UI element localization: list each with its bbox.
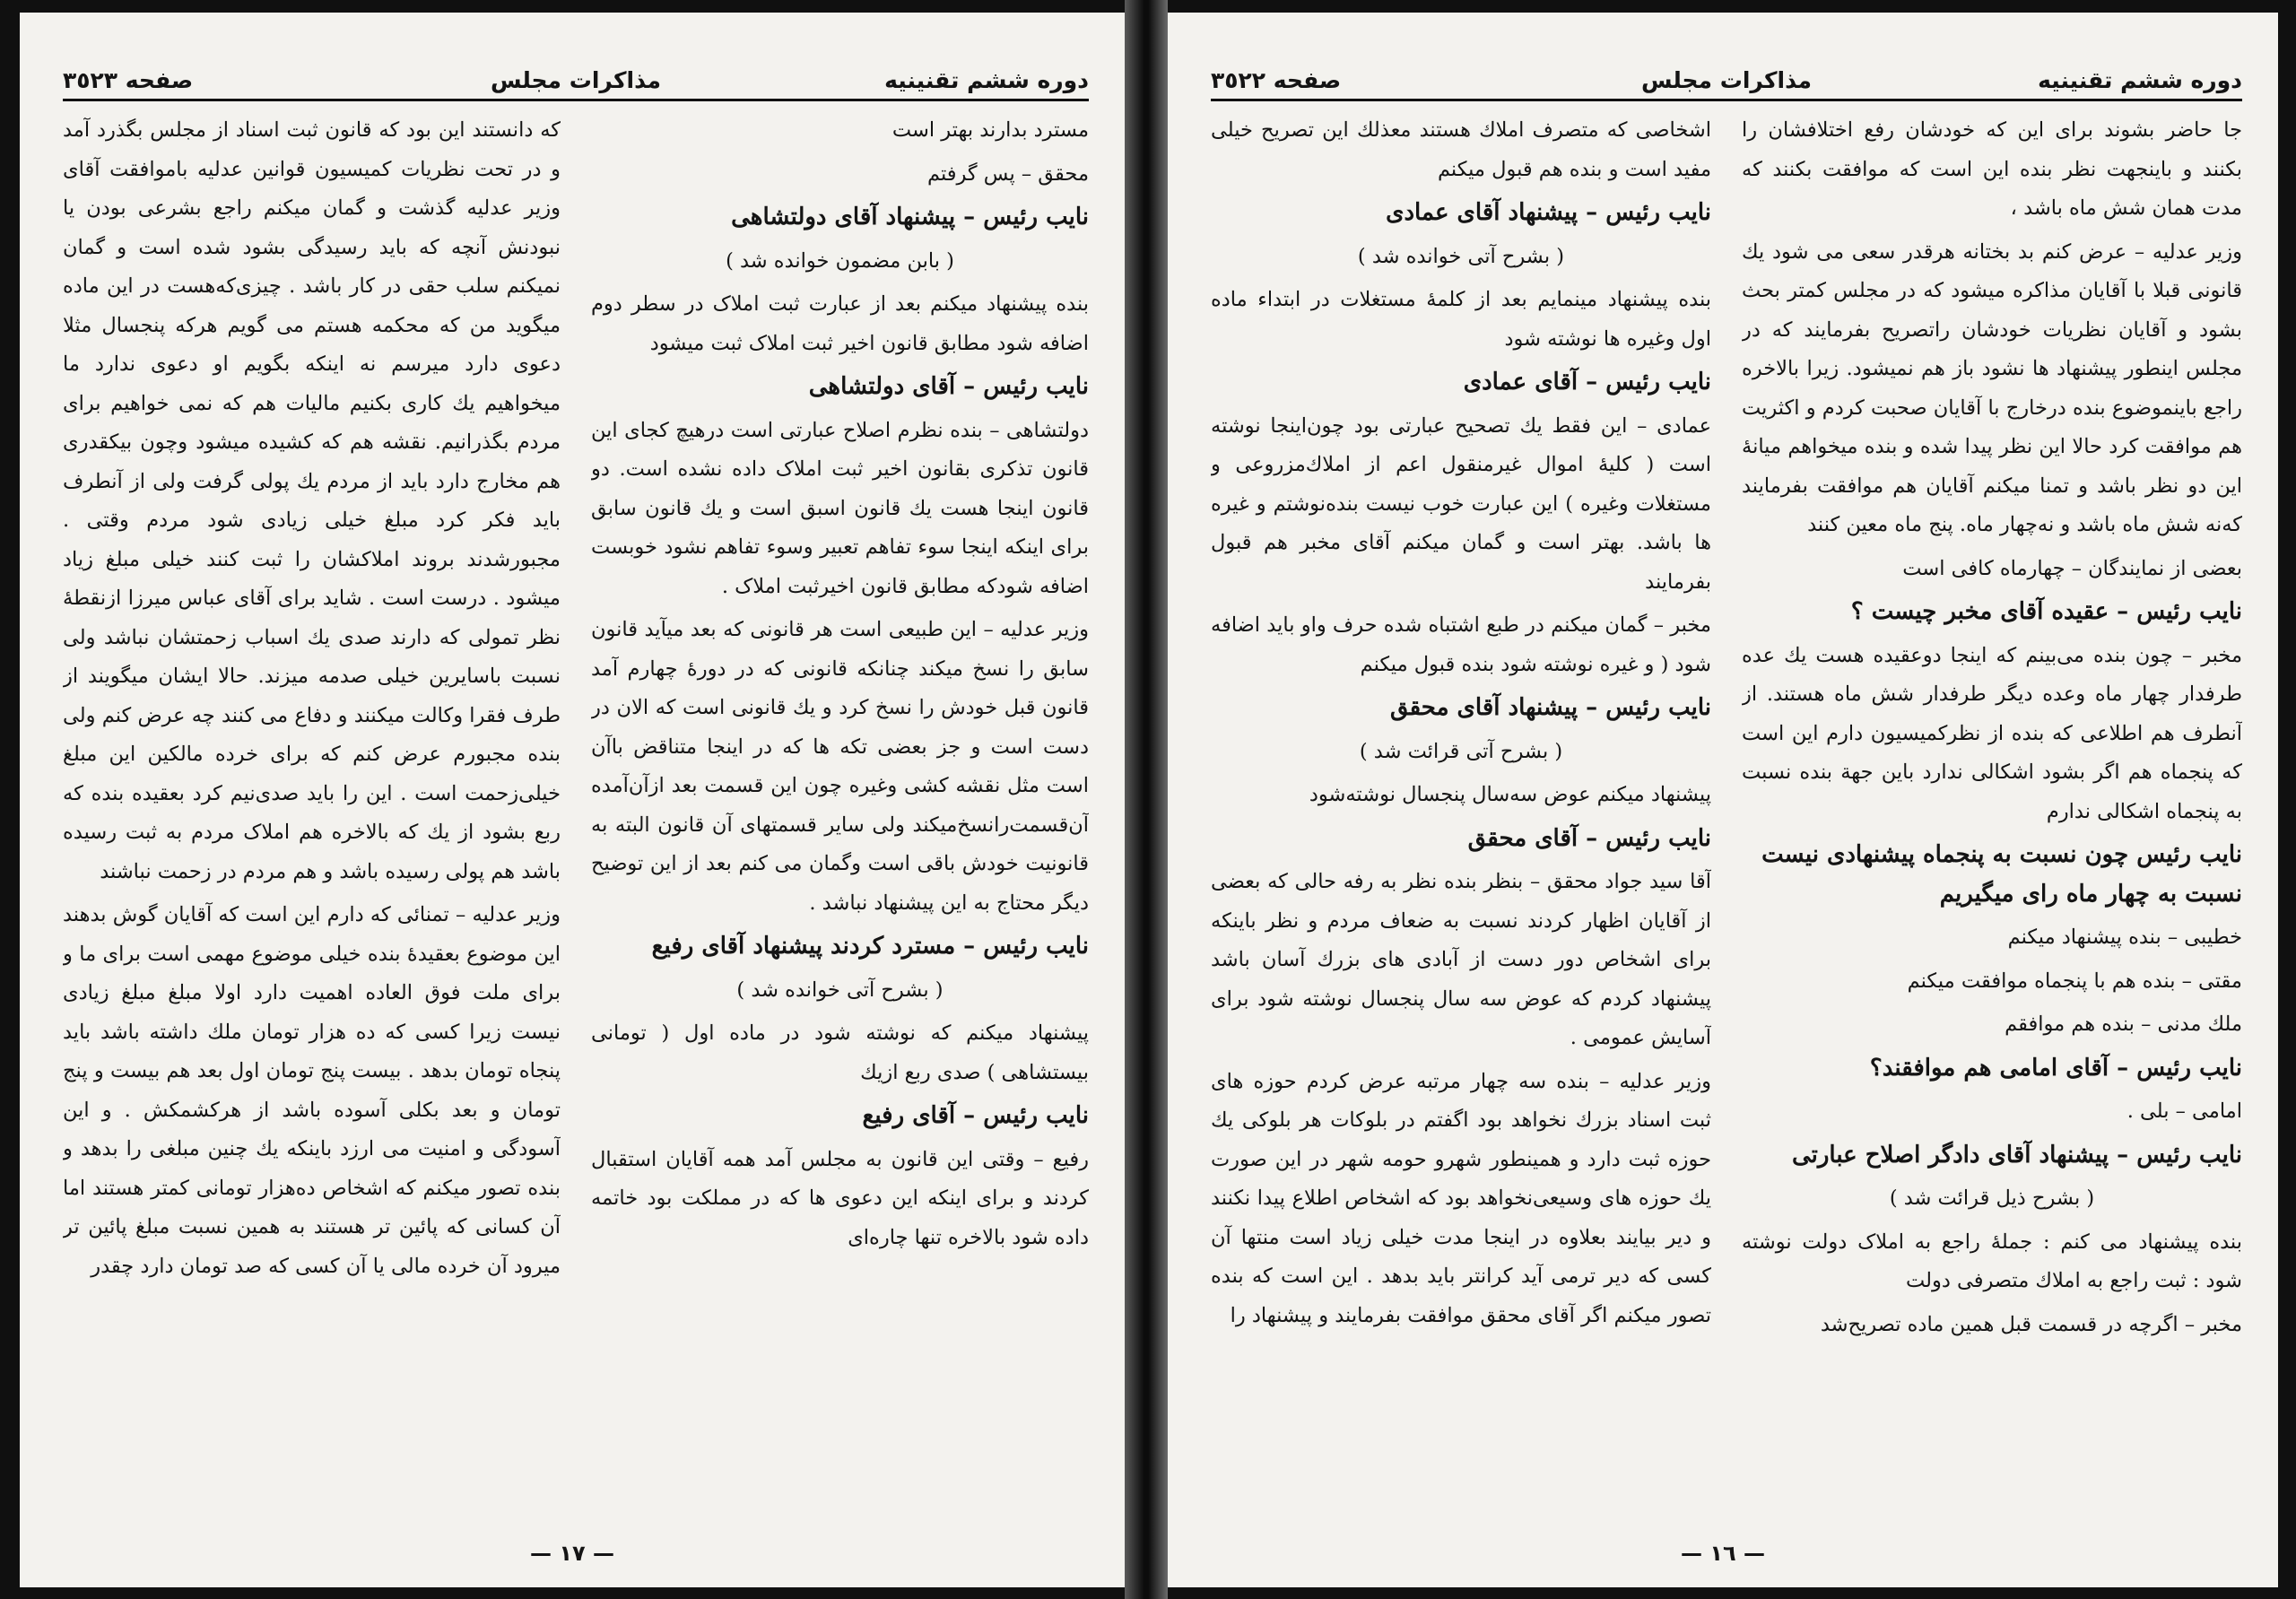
left-page: [20, 13, 1125, 1587]
paragraph: وزیر عدلیه – این طبیعی است هر قانونی که بعد میآید قانون سابق را نسخ میکند چنانکه قانونی که در دورهٔ چهارم آمد قانون قبل خودش را نسخ کرد و یك قانونی است که الان در دست است و جز بعضی تکه ها که در اینجا متناقض باآن است مثل نقشه کشی وغیره چون این قسمت بعد ازآن‌آمده آن‌قسمت‌رانسخ‌میکند ولی سایر قسمتهای آن قانون البته به قانونیت خودش باقی است وگمان می کنم بعد از این توضیح دیگر محتاج به این پیشنهاد نباشد .: [591, 618, 1089, 915]
paragraph: جا حاضر بشوند برای این که خودشان رفع اختلافشان را بکنند و باینجهت نظر بنده این است که موافقت بکنند که مدت همان شش ماه باشد ،: [1742, 118, 2242, 220]
header-rule: [1211, 99, 2242, 101]
paragraph: مخبر – چون بنده می‌بینم که اینجا دوعقیده هست یك عده طرفدار چهار ماه وعده دیگر طرفدار شش ماه هستند. از آنطرف هم اطلاعی که بنده از نظرکمیسیون دارم این است که پنجماه هم اگر بشود اشکالی ندارد باین جهة بنده نسبت به پنجماه اشکالی ندارم: [1742, 643, 2242, 823]
note-line: ( بشرح آتی قرائت شد ): [1359, 739, 1563, 763]
speaker-line: نایب رئیس – آقای رفیع: [862, 1102, 1089, 1129]
speaker-line: نایب رئیس – پیشنهاد آقای دولتشاهی: [731, 204, 1089, 230]
header-rule: [63, 99, 1089, 101]
speaker-line: نایب رئیس – عقیده آقای مخبر چیست ؟: [1850, 598, 2242, 625]
paragraph: بنده پیشنهاد می کنم : جملهٔ راجع به املاک دولت نوشته شود : ثبت راجع به املاك متصرفی دولت: [1742, 1230, 2242, 1292]
paragraph: اشخاصی که متصرف املاك هستند معذلك این تصریح خیلی مفید است و بنده هم قبول میکنم: [1211, 118, 1711, 181]
session-label: دوره ششم تقنینیه: [884, 67, 1089, 93]
speaker-line: نایب رئیس – آقای عمادی: [1463, 369, 1711, 395]
speaker-line: نایب رئیس – آقای دولتشاهی: [808, 373, 1089, 400]
speaker-line: نایب رئیس چون نسبت به پنجماه پیشنهادی نیست نسبت به چهار ماه رای میگیریم: [1761, 841, 2242, 908]
paragraph: ملك مدنی – بنده هم موافقم: [2005, 1012, 2242, 1036]
text-columns: [1211, 111, 2242, 1517]
paragraph: امامی – بلی .: [2126, 1099, 2242, 1123]
paragraph: وزیر عدلیه – عرض کنم بد بختانه هرقدر سعی می شود یك قانونی قبلا با آقایان مذاکره میشود که در مجلس کمتر بحث بشود و آقایان نظریات خودشان راتصریح بفرمایند که در مجلس اینطور پیشنهاد ها نشود باز هم نمیشود. زیرا بالاخره راجع باینموضوع بنده درخارج با آقایان صحبت کردم و اکثریت هم موافقت کرد حالا این نظر پیدا شده و بنده میخواهم میانهٔ این دو نظر باشد و تمنا میکنم آقایان هم موافقت بفرمایند که‌نه شش ماه باشد و نه‌چهار ماه. پنج ماه معین کنند: [1742, 239, 2242, 536]
paragraph: پیشنهاد میکنم که نوشته شود در ماده اول ( تومانی بیستشاهی ) صدی ربع ازیك: [591, 1021, 1089, 1084]
paragraph: که دانستند این بود که قانون ثبت اسناد از مجلس بگذرد آمد و در تحت نظریات کمیسیون قوانین عدلیه باموافقت آقای وزیر عدلیه گذشت و گمان میکنم راجع بشرعی بودن یا نبودنش آنچه که باید رسیدگی بشود شده است و گمان نمیکنم سلب حقی در کار باشد . چیزی‌که‌هست در این ماده میگوید من که محکمه هستم می گویم هرکه پنجسال مثلا دعوی دارد میرسم نه اینکه بگویم او دعوی ندارد ما میخواهیم یك کاری بکنیم مالیات هم که نمی خواهیم برای مردم بگذرانیم. نقشه هم که کشیده میشود وچون بیکقدری هم مخارج دارد باید از مردم یك پولی گرفت ولی از آنطرف باید فکر کرد مبلغ خیلی زیادی شود مردم وقتی . مجبورشدند بروند املاکشان را ثبت کنند خیلی مبلغ زیاد میشود . درست است . شاید برای آقای عباس میرزا ازنقطهٔ نظر تمولی که دارند صدی یك اسباب زحمتشان نباشد ولی نسبت باسایرین خیلی صدمه میزند. حالا ایشان میگویند از طرف فقرا وکالت میکنند و دفاع می کنند چه عرض کنم ولی بنده مجبورم عرض کنم که برای خرده مالکین این مبلغ خیلی‌زحمت است . این را باید صدی‌نیم کرد بعقیده بنده که ربع بشود از یك که بالاخره هم املاک مردم به ثبت رسیده باشد هم پولی رسیده باشد و هم مردم در زحمت نباشند: [63, 118, 561, 883]
paragraph: دولتشاهی – بنده نظرم اصلاح عبارتی است درهیچ کجای این قانون تذکری بقانون اخیر ثبت املاک داده نشده است. دو قانون اینجا هست یك قانون اسبق است و یك قانون سابق برای اینکه اینجا سوء تفاهم تعبیر وسوء تفاهم نشود خوبست اضافه شودکه مطابق قانون اخیرثبت املاک .: [591, 418, 1089, 598]
paragraph: مخبر – اگرچه در قسمت قبل همین ماده تصریح‌شد: [1820, 1312, 2242, 1336]
page-number-label: صفحه ٣٥٢٢: [1211, 67, 1342, 93]
page-footer-number: — ١٧ —: [529, 1541, 614, 1566]
text-column: [1211, 111, 1711, 1517]
paragraph: وزیر عدلیه – تمنائی که دارم این است که آقایان گوش بدهند این موضوع بعقیدهٔ بنده خیلی موضوع مهمی است برای ما و برای ملت فوق العاده اهمیت دارد اولا مبلغ مبلغ زیادی نیست زیرا کسی که ده هزار تومان ملك داشته باشد باید پنجاه تومان بدهد . بیست پنج تومان اول بعد هم بیست و پنج تومان و بعد بکلی آسوده باشد از هرکشمکش . و این آسودگی و امنیت می ارزد باینکه یك چنین مبلغی را بدهد و بنده تصور میکنم که اشخاص ده‌هزار تومانی کمتر هستند اما آن کسانی که پائین تر هستند به همین نسبت مبلغ پائین تر میرود آن خرده مالی یا آن کسی که صد تومان دارد چقدر: [63, 903, 561, 1278]
paragraph: بنده پیشنهاد میکنم بعد از عبارت ثبت املاک در سطر دوم اضافه شود مطابق قانون اخیر ثبت املاک ثبت میشود: [591, 292, 1089, 355]
session-label: دوره ششم تقنینیه: [2038, 67, 2242, 93]
paragraph: مسترد بدارند بهتر است: [891, 118, 1089, 142]
page-footer-number: — ١٦ —: [1680, 1541, 1765, 1566]
page-header: [1211, 52, 2242, 93]
note-line: ( بابن مضمون خوانده شد ): [726, 248, 954, 273]
paragraph: آقا سید جواد محقق – بنظر بنده نظر به رفه حالی که بعضی از آقایان اظهار کردند نسبت به ضعاف مردم و نظر باینکه برای اشخاص دور دست از آبادی های بزرك آسان باشد پیشنهاد کردم که عوض سه سال پنجسال نوشته شود برای آسایش عمومی .: [1211, 870, 1711, 1049]
text-column: [591, 111, 1089, 1517]
page-number-label: صفحه ٣٥٢٣: [63, 67, 194, 93]
note-line: ( بشرح آتی خوانده شد ): [1357, 244, 1565, 268]
speaker-line: نایب رئیس – پیشنهاد آقای عمادی: [1386, 199, 1711, 226]
book-spine: [1125, 0, 1168, 1599]
paragraph: محقق – پس گرفتم: [926, 161, 1089, 186]
speaker-line: نایب رئیس – آقای محقق: [1467, 824, 1711, 852]
paragraph: بعضی از نمایندگان – چهارماه کافی است: [1902, 556, 2242, 580]
paragraph: رفیع – وقتی این قانون به مجلس آمد همه آقایان استقبال کردند و برای اینکه این دعوی ها که در مملکت بود خاتمه داده شود بالاخره تنها چاره‌ای: [591, 1147, 1089, 1249]
speaker-line: نایب رئیس – آقای امامی هم موافقند؟: [1869, 1054, 2242, 1082]
text-column: [1742, 111, 2242, 1517]
note-line: ( بشرح ذیل قرائت شد ): [1889, 1186, 2095, 1210]
paragraph: مخبر – گمان میکنم در طبع اشتباه شده حرف واو باید اضافه شود ( و غیره نوشته شود بنده قبول میکنم: [1211, 613, 1711, 676]
paragraph: مقتی – بنده هم با پنجماه موافقت میکنم: [1907, 969, 2242, 993]
paragraph: عمادی – این فقط یك تصحیح عبارتی بود چون‌اینجا نوشته است ( کلیهٔ اموال غیرمنقول اعم از املاك‌مزروعی و مستغلات وغیره ) این عبارت خوب نیست بنده‌نوشتم و غیره ها باشد. بهتر است و گمان میکنم آقای مخبر هم قبول بفرمایند: [1211, 413, 1711, 594]
running-title: مذاکرات مجلس: [1641, 67, 1813, 93]
page-header: [63, 52, 1089, 93]
text-columns: [63, 111, 1089, 1517]
paragraph: وزیر عدلیه – بنده سه چهار مرتبه عرض کردم حوزه های ثبت اسناد بزرك نخواهد بود اگفتم در بلوکات هر بلوکی یك حوزه ثبت دارد و همینطور شهرو حومه شهر در این صورت یك حوزه های وسیعی‌نخواهد بود که اشخاص اطلاع پیدا نکنند و دیر بیایند بعلاوه در اینجا مدت خیلی زیاد است منتها آن کسی که دیر ترمی آید کرانتر باید بدهد . این است که بنده تصور میکنم اگر آقای محقق موافقت بفرمایند و پیشنهاد را: [1211, 1069, 1711, 1327]
text-column: [63, 111, 561, 1517]
note-line: ( بشرح آتی خوانده شد ): [736, 978, 944, 1002]
speaker-line: نایب رئیس – پیشنهاد آقای دادگر اصلاح عبارتی: [1791, 1141, 2242, 1169]
speaker-line: نایب رئیس – مسترد کردند پیشنهاد آقای رفیع: [651, 933, 1089, 960]
running-title: مذاکرات مجلس: [491, 67, 662, 93]
paragraph: پیشنهاد میکنم عوض سه‌سال پنجسال نوشته‌شود: [1309, 783, 1711, 806]
speaker-line: نایب رئیس – پیشنهاد آقای محقق: [1389, 694, 1711, 721]
paragraph: بنده پیشنهاد مینمایم بعد از کلمهٔ مستغلات در ابتداء ماده اول وغیره ها نوشته شود: [1211, 288, 1711, 351]
paragraph: خطیبی – بنده پیشنهاد میکنم: [2007, 926, 2242, 949]
right-page: [1168, 13, 2278, 1587]
